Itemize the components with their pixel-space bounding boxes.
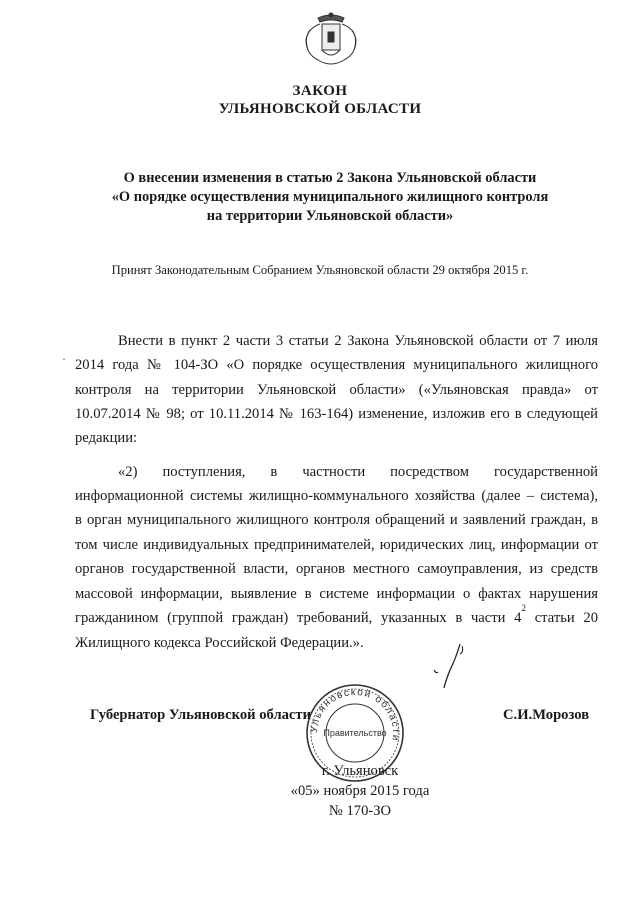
coat-of-arms-emblem — [298, 10, 364, 70]
body-p2-line7-tail: статьи 20 — [525, 610, 598, 626]
seal-ring-text: Ульяновской области — [308, 686, 402, 743]
city: г. Ульяновск — [321, 763, 399, 779]
body-p2-line: том числе индивидуальных предпринимателей, юридических лиц, информации от — [75, 537, 598, 553]
article-part-superscript: 2 — [521, 603, 526, 614]
body-p2-line: Жилищного кодекса Российской Федерации.». — [75, 635, 364, 651]
region-title: УЛЬЯНОВСКОЙ ОБЛАСТИ — [218, 101, 422, 117]
law-subject-line-2: «О порядке осуществления муниципального жилищного контроля — [111, 189, 549, 205]
signer-name: С.И.Морозов — [503, 707, 590, 723]
document-type-title: ЗАКОН — [292, 83, 348, 99]
body-p1-line: 2014 года № 104-ЗО «О порядке осуществления муниципального жилищного — [75, 357, 598, 373]
body-p1-line: контроля на территории Ульяновской области» («Ульяновская правда» от — [75, 382, 598, 398]
body-p2-line: в орган муниципального жилищного контроля обращений и заявлений граждан, в — [75, 512, 598, 528]
signing-date: «05» ноября 2015 года — [290, 783, 430, 799]
law-number: № 170-ЗО — [328, 803, 392, 819]
body-p2-line-with-superscript — [75, 603, 598, 630]
governor-title: Губернатор Ульяновской области — [90, 707, 311, 723]
law-subject-line-1: О внесении изменения в статью 2 Закона Ульяновской области — [123, 170, 537, 186]
body-p2-line7-text: гражданином (группой граждан) требований, указанных в части 4 — [75, 610, 522, 626]
handwritten-signature — [420, 640, 480, 700]
margin-mark: · — [62, 352, 66, 366]
body-p1-line: редакции: — [75, 430, 138, 446]
body-p2-line: массовой информации, выявление в системе информации о фактах нарушения — [75, 586, 598, 602]
body-p2-line: органов государственной власти, органов местного самоуправления, из средств — [75, 561, 598, 577]
body-p1-line: Внести в пункт 2 части 3 статьи 2 Закона Ульяновской области от 7 июля — [118, 333, 598, 349]
body-p2-line: информационной системы жилищно-коммунального хозяйства (далее – система), — [75, 488, 598, 504]
adoption-note: Принят Законодательным Собранием Ульяновской области 29 октября 2015 г. — [111, 263, 529, 277]
body-p1-line: 10.07.2014 № 98; от 10.11.2014 № 163-164) изменение, изложив его в следующей — [75, 406, 598, 422]
seal-inner-text: Правительство — [323, 728, 387, 738]
body-p2-line: «2) поступления, в частности посредством государственной — [118, 464, 598, 480]
law-subject-line-3: на территории Ульяновской области» — [206, 208, 454, 224]
